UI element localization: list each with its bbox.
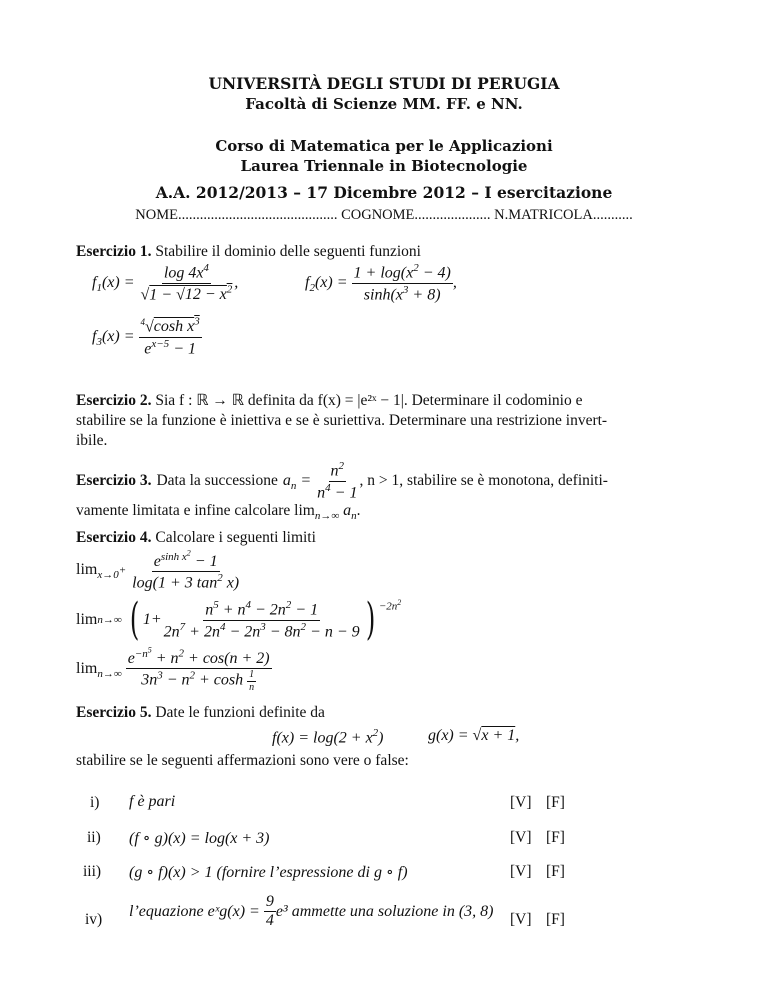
student-fields: NOME............................................ COGNOME..................... N.MATRICOLA........... [135, 207, 633, 223]
formula-g-def: g(x) = √x + 1, [428, 727, 520, 744]
item-iii-text: (g ∘ f)(x) > 1 (fornire l’espressione di g ∘ f) [129, 864, 408, 881]
item-ii-number: ii) [87, 829, 101, 846]
exercise-3-text-b: , n > 1, stabilire se è monotona, definiti- [359, 472, 608, 490]
item-ii-text: (f ∘ g)(x) = log(x + 3) [129, 830, 270, 847]
exercise-3-line-1 [76, 460, 608, 502]
exercise-5-after: stabilire se le seguenti affermazioni sono vere o false: [76, 752, 409, 769]
item-iii-number: iii) [83, 863, 102, 880]
exercise-5-text: Date le funzioni definite da [155, 704, 325, 721]
limit-2: lim n→∞ ( 1+ $\frac{n^5 + n^4 - 2n^2 - 1}{2n^7 + 2n^4 - 2n^3 - 8n^2 - n - 9}$ ) $^{-2n^2}$ [76, 594, 402, 645]
item-iv-text: l’equazione eˣg(x) = $\frac{9}{4}$ e³ ammette una soluzione in (3, 8) [129, 893, 494, 930]
item-iv-true-checkbox[interactable]: [V] [510, 911, 532, 928]
course-title: Corso di Matematica per le Applicazioni [215, 137, 553, 155]
date-line: A.A. 2012/2013 – 17 Dicembre 2012 – I esercitazione [155, 183, 613, 202]
exercise-1-heading [76, 243, 421, 261]
item-iv-number: iv) [85, 911, 103, 928]
exercise-5-label: Esercizio 5. [76, 704, 152, 721]
formula-f1: $f_1(x)$ = $\frac{\log 4x^4}{√1 - √12 - x^2}$ , [92, 262, 239, 304]
degree-title: Laurea Triennale in Biotecnologie [240, 157, 528, 175]
exercise-4-label: Esercizio 4. [76, 529, 152, 546]
exercise-3-text-a: Data la successione [156, 472, 278, 490]
item-i-text: f è pari [129, 793, 176, 810]
item-iv-text-a: l’equazione eˣg(x) = [129, 902, 260, 920]
item-i-false-checkbox[interactable]: [F] [546, 794, 565, 811]
exercise-2-label: Esercizio 2. [76, 392, 152, 409]
formula-sequence: $a_n$ = $\frac{n^2}{n^4 - 1}$ [282, 460, 358, 502]
limit-1: $\lim_{x\to 0^+}$ $\frac{e^{sinh x^2} - 1}{\log(1 + 3 \tan^2 x)}$ [76, 548, 240, 592]
limit-3: $\lim_{n\to\infty}$ $e^{-n^5} + n^2 + \cos(n + 2)$ $3n^3 - n^2 + \cosh$ $\frac{1}{n}$ [76, 645, 270, 693]
exercise-3-line-2: vamente limitata e infine calcolare $\lim_{n\to\infty} a_n$. [76, 502, 361, 523]
formula-f3: $f_3(x)$ = $\frac{^4√\cosh x^3}{e^{x-5} - 1}$ [92, 316, 200, 358]
exercise-2-line-3: ibile. [76, 432, 108, 449]
exercise-2-text-1: Sia f : ℝ → ℝ definita da f(x) = |e²ˣ − 1|. Determinare il codominio e [155, 392, 583, 409]
exercise-3-label: Esercizio 3. [76, 472, 152, 490]
faculty-title: Facoltà di Scienze MM. FF. e NN. [245, 95, 523, 113]
exercise-1-text: Stabilire il dominio delle seguenti funzioni [155, 243, 421, 260]
exercise-5-heading [76, 704, 325, 722]
item-ii-true-checkbox[interactable]: [V] [510, 829, 532, 846]
university-title: UNIVERSITÀ DEGLI STUDI DI PERUGIA [208, 74, 560, 93]
item-iii-false-checkbox[interactable]: [F] [546, 863, 565, 880]
item-iv-text-b: e³ ammette una soluzione in (3, 8) [275, 902, 494, 920]
exercise-2-line-1 [76, 391, 582, 410]
item-i-number: i) [90, 794, 100, 811]
item-i-true-checkbox[interactable]: [V] [510, 794, 532, 811]
exercise-3-text-2: vamente limitata e infine calcolare lim [76, 502, 315, 519]
formula-f-def: $f(x) = \log(2 + x^2)$ [272, 727, 384, 747]
item-iv-false-checkbox[interactable]: [F] [546, 911, 565, 928]
exercise-2-line-2: stabilire se la funzione è iniettiva e se è suriettiva. Determinare una restrizione invert- [76, 412, 608, 429]
exercise-4-text: Calcolare i seguenti limiti [155, 529, 316, 546]
item-iii-true-checkbox[interactable]: [V] [510, 863, 532, 880]
exercise-4-heading [76, 529, 316, 547]
formula-f2: $f_2(x)$ = $\frac{1 + \log(x^2 - 4)}{\sinh(x^3 + 8)}$ , [305, 262, 457, 304]
item-ii-false-checkbox[interactable]: [F] [546, 829, 565, 846]
exercise-1-label: Esercizio 1. [76, 243, 152, 260]
